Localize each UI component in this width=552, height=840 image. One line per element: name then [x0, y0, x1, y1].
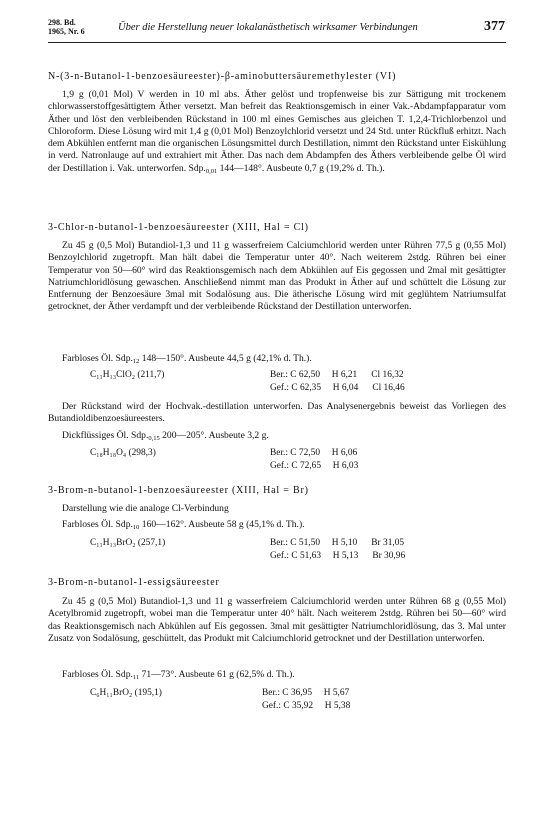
- paragraph-text-end: 144—148°. Ausbeute 0,7 g (19,2% d. Th.).: [217, 162, 385, 174]
- page-number: 377: [484, 19, 505, 34]
- yield-line-cl: [48, 353, 520, 365]
- yield-line-acetate: [48, 669, 520, 681]
- paragraph-text: 1,9 g (0,01 Mol) V werden in 10 ml abs. Äther gelöst und tropfenweise bis zur Sättigung mit trockenem chlorwasserstoffgesättigtem Äther versetzt. Man befreit das Reaktionsgemisch in einer Vak.-Abdampfapparatur vom Äther und löst den verbleibenden Rückstand in 100 ml eines Gemisches aus gleichen T. 1,2,4-Trichlorbenzol und Chloroform. Diese Lösung wird mit 1,4 g (0,01 Mol) Benzoylchlorid versetzt und 24 Std. unter Rückfluß erhitzt. Nach dem Abkühlen entfernt man die organischen Lösungsmittel durch Destillation, nimmt den Rückstand unter Eiskühlung in verd. Natronlauge auf und extrahiert mit Äther. Das nach dem Abdampfen des Äthers verbleibende gelbe Öl wird der Destillation i. Vak. unterworfen. Sdp.: [48, 89, 506, 174]
- yield-text-end: 71—73°. Ausbeute 61 g (62,5% d. Th.).: [139, 669, 295, 680]
- boiling-point-pressure: 0,15: [148, 435, 160, 442]
- analysis-found-br: Gef.: C 51,63 H 5,13 Br 30,96: [270, 551, 406, 561]
- yield-text-end: 160—162°. Ausbeute 58 g (45,1% d. Th.).: [139, 519, 305, 530]
- yield-text: Farbloses Öl. Sdp.: [62, 669, 133, 680]
- analysis-calculated-acetate: Ber.: C 36,95 H 5,67: [262, 688, 350, 698]
- header-rule: [48, 42, 506, 43]
- yield-text: Farbloses Öl. Sdp.: [62, 519, 133, 530]
- section-heading-xiii-br: 3-Brom-n-butanol-1-benzoesäureester (XIII, Hal = Br): [48, 485, 309, 496]
- section-heading-xiii-cl: 3-Chlor-n-butanol-1-benzoesäureester (XIII, Hal = Cl): [48, 222, 309, 233]
- boiling-point-pressure: 0,01: [205, 167, 218, 175]
- boiling-point-pressure: 10: [132, 524, 140, 531]
- section-heading-vi: N-(3-n-Butanol-1-benzoesäureester)-β-aminobuttersäuremethylester (VI): [48, 71, 397, 82]
- molecular-formula-br: C₁₁H₁₃BrO₂ (257,1): [90, 538, 166, 548]
- boiling-point-pressure: 11: [132, 674, 140, 681]
- preparation-note: Darstellung wie die analoge Cl-Verbindung: [62, 503, 229, 514]
- analysis-calculated-cl: Ber.: C 62,50 H 6,21 Cl 16,32: [270, 370, 404, 380]
- running-header-title: Über die Herstellung neuer lokalanästhetisch wirksamer Verbindungen: [118, 22, 418, 33]
- analysis-found-acetate: Gef.: C 35,92 H 5,38: [262, 701, 351, 711]
- residue-paragraph: Der Rückstand wird der Hochvak.-destillation unterworfen. Das Analysenergebnis beweist das Vorliegen des Butandioldibenzoesäureesters.: [48, 401, 506, 425]
- analysis-found-cl: Gef.: C 62,35 H 6,04 Cl 16,46: [270, 383, 405, 393]
- yield-text-end: 148—150°. Ausbeute 44,5 g (42,1% d. Th.).: [139, 353, 312, 364]
- boiling-point-pressure: 12: [132, 358, 140, 365]
- molecular-formula-acetate: C₆H₁₁BrO₂ (195,1): [90, 688, 162, 698]
- running-header-volume: [48, 18, 85, 36]
- section-body-acetate: Zu 45 g (0,5 Mol) Butandiol-1,3 und 11 g wasserfreiem Calciumchlorid werden unter Rühren 68 g (0,55 Mol) Acetylbromid zugetropft, wobei man die Temperatur unter 40° hält. Nach weiterem 2stdg. Rühren bei 50—60° wird das Reaktionsgemisch nach Abkühlen auf Eis gegossen. 3mal mit gesättigter Natriumchloridlösung, das 3. Mal unter Zusatz von Sodalösung, geschüttelt, das Produkt mit Calciumchlorid getrocknet und der Destillation unterworfen.: [48, 596, 506, 644]
- section-heading-acetate: 3-Brom-n-butanol-1-essigsäureester: [48, 577, 220, 588]
- yield-line-br: [48, 519, 520, 531]
- yield-line-dibenzoate: [48, 430, 520, 442]
- yield-text: Dickflüssiges Öl. Sdp.: [62, 430, 149, 441]
- yield-text: Farbloses Öl. Sdp.: [62, 353, 133, 364]
- yield-text-end: 200—205°. Ausbeute 3,2 g.: [159, 430, 269, 441]
- section-body-vi: [48, 89, 506, 175]
- analysis-calculated-br: Ber.: C 51,50 H 5,10 Br 31,05: [270, 538, 405, 548]
- molecular-formula-dibenzoate: C₁₈H₁₈O₄ (298,3): [90, 448, 156, 458]
- analysis-calculated-dibenzoate: Ber.: C 72,50 H 6,06: [270, 448, 358, 458]
- molecular-formula-cl: C₁₁H₁₃ClO₂ (211,7): [90, 370, 165, 380]
- volume-number: 298. Bd.: [48, 18, 76, 27]
- analysis-found-dibenzoate: Gef.: C 72,65 H 6,03: [270, 461, 359, 471]
- section-body-xiii-cl: Zu 45 g (0,5 Mol) Butandiol-1,3 und 11 g wasserfreiem Calciumchlorid werden unter Rühren 77,5 g (0,55 Mol) Benzoylchlorid zugetropft. Man hält dabei die Temperatur unter 40°. Nach weiterem 2stdg. Rühren bei einer Temperatur von 50—60° wird das Reaktionsgemisch nach dem Abkühlen auf Eis gegossen und 2mal mit gesättigter Natriumchloridlösung gewaschen. Anschließend nimmt man das Produkt in Äther auf und schüttelt die Lösung zur Entfernung der Benzoesäure 3mal mit Sodalösung aus. Die ätherische Lösung wird mit geglühtem Natriumsulfat getrocknet, der Äther verdampft und der verbleibende Rückstand der Destillation unterworfen.: [48, 240, 506, 313]
- issue-number: 1965, Nr. 6: [48, 27, 85, 36]
